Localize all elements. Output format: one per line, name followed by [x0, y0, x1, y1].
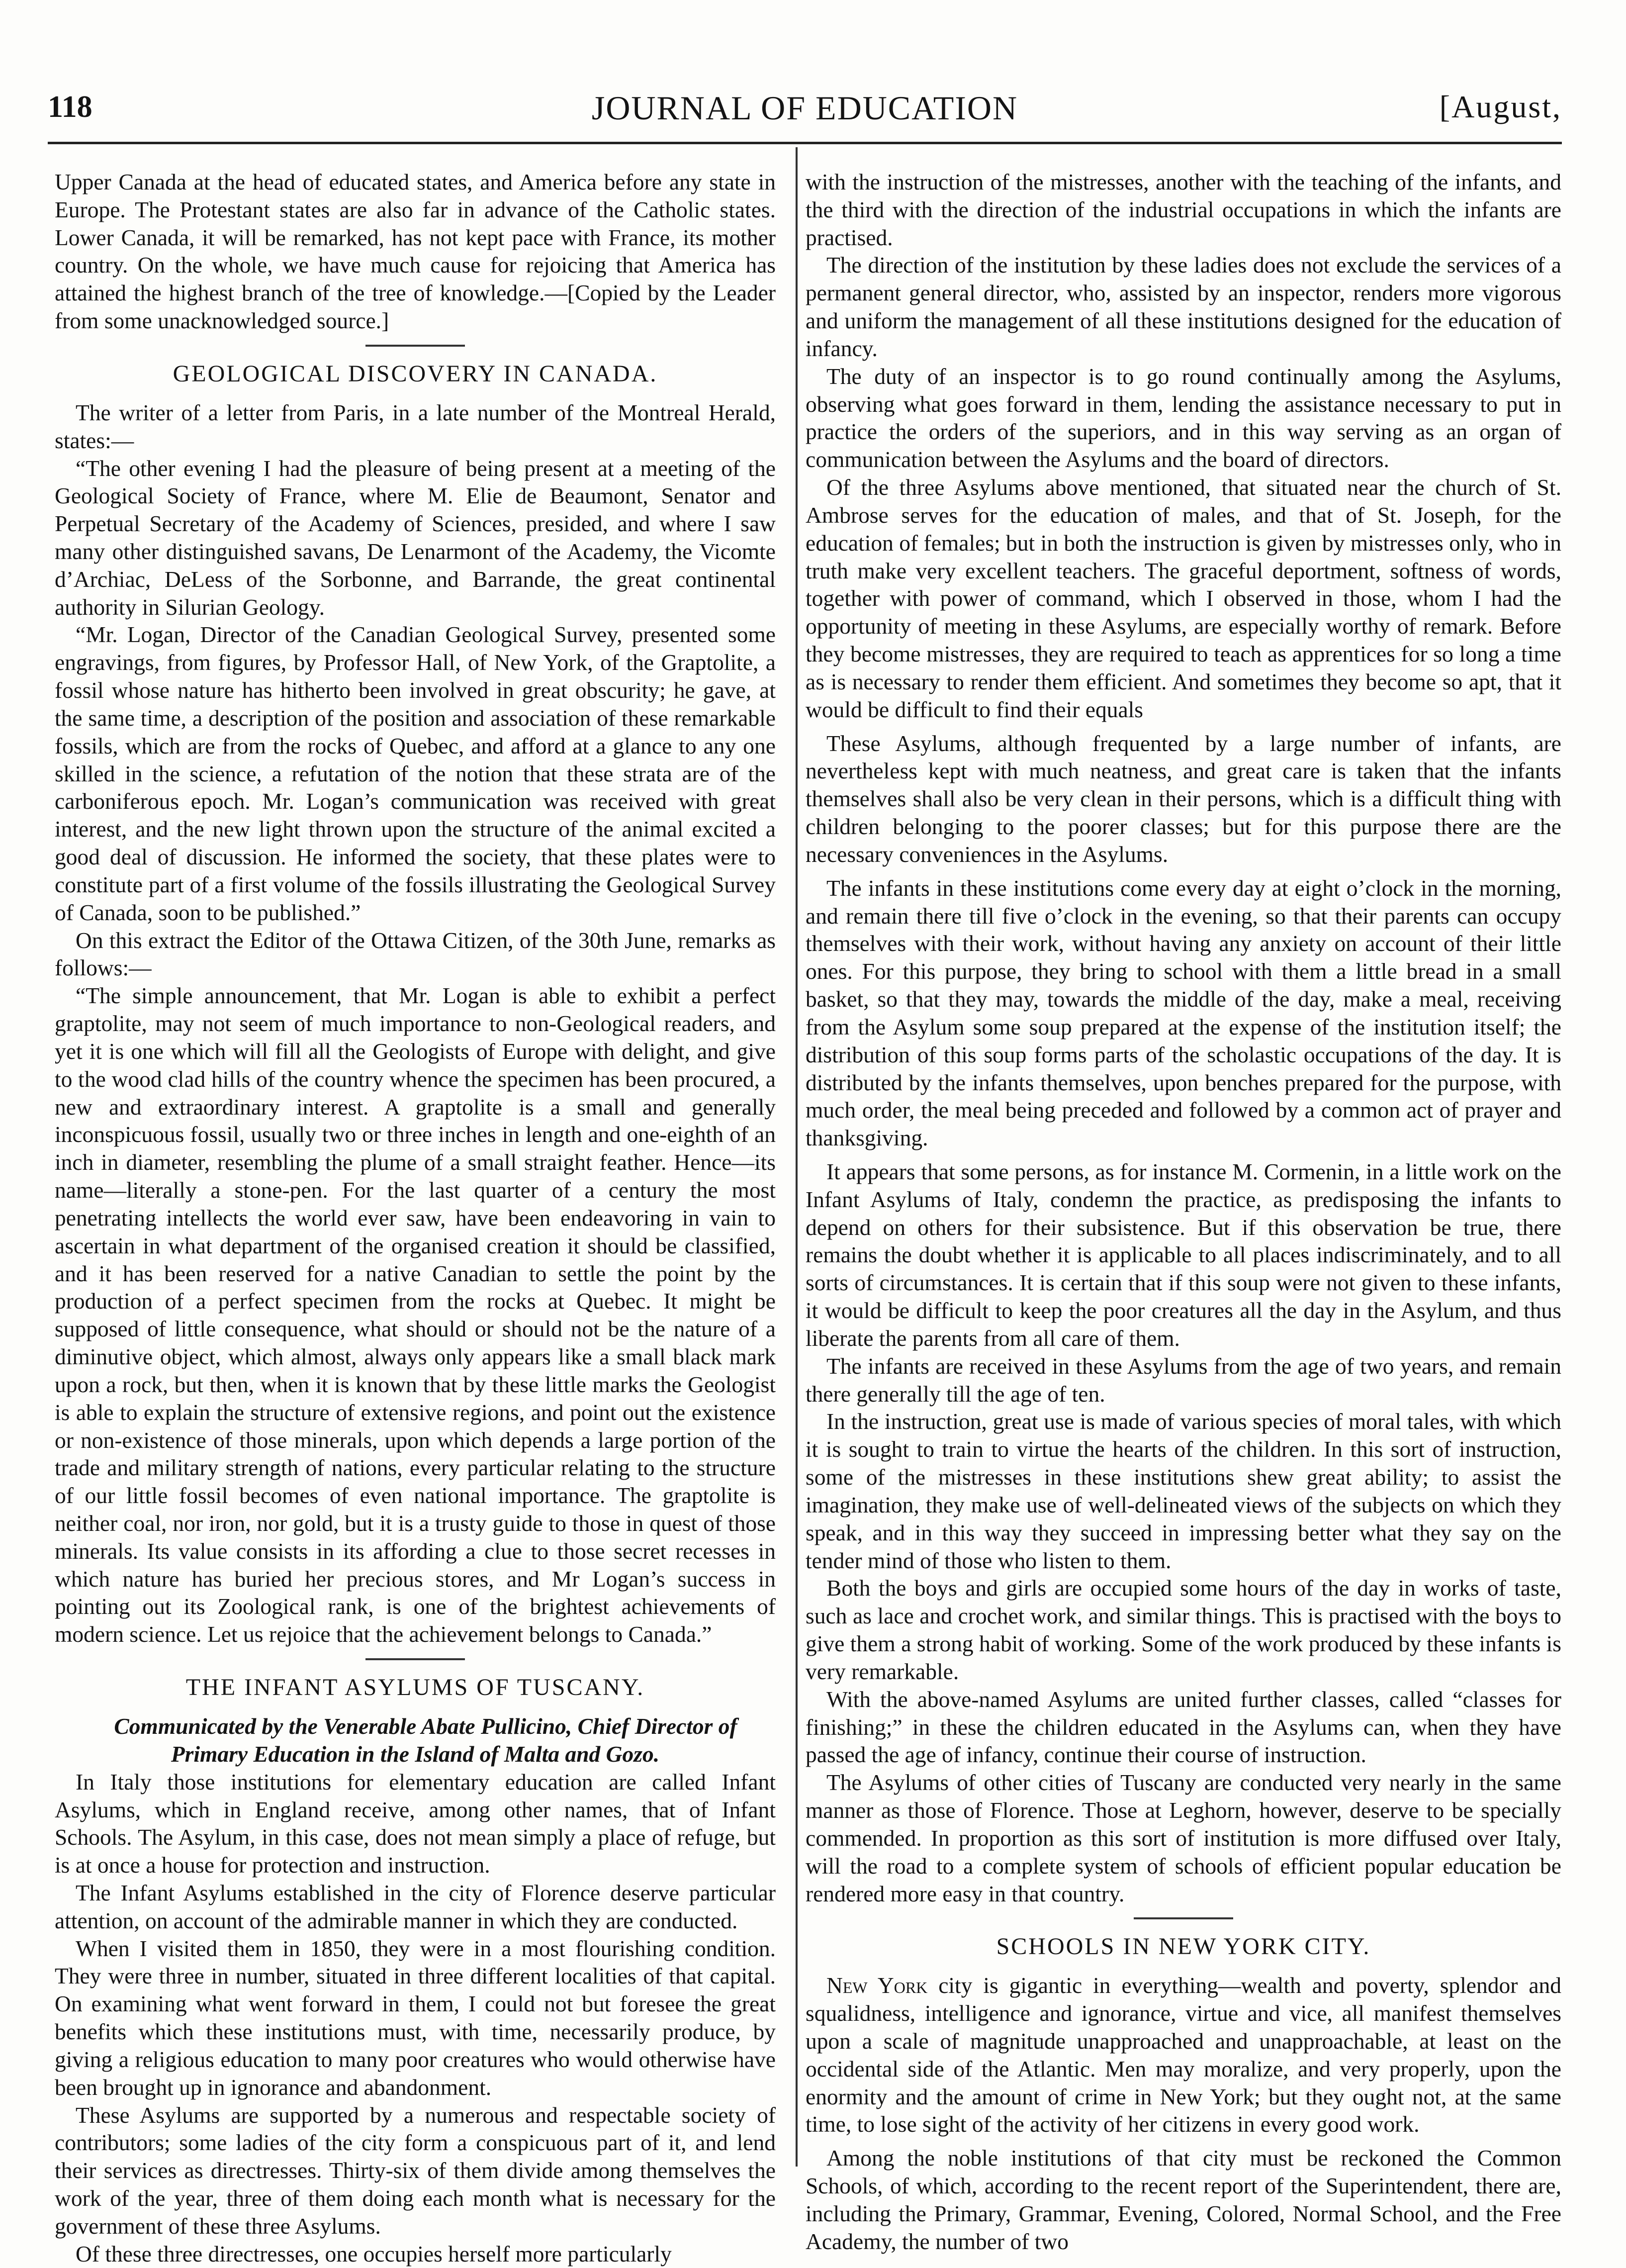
section-rule	[1134, 1917, 1233, 1919]
body-paragraph: These Asylums, although frequented by a large number of infants, are nevertheless kept with much neatness, and great care is taken that the infants themselves shall also be very clean in their persons, which is a difficult thing with children belonging to the poorer classes; but for this purpose there are the necessary conveniences in the Asylums.	[806, 730, 1561, 867]
body-paragraph: The Infant Asylums established in the city of Florence deserve particular attention, on account of the admirable manner in which they are conducted.	[55, 1880, 776, 1933]
section-title-schools: SCHOOLS IN NEW YORK CITY.	[996, 1933, 1371, 1960]
body-paragraph: The Asylums of other cities of Tuscany are conducted very nearly in the same manner as those of Florence. Those at Leghorn, however, deserve to be specially commended. In proportion as this sort of institution is more diffused over Italy, will the road to a complete system of schools of efficient popular education be rendered more easy in that country.	[806, 1770, 1561, 1906]
section-title-geological: GEOLOGICAL DISCOVERY IN CANADA.	[173, 360, 658, 387]
body-paragraph: The infants are received in these Asylums from the age of two years, and remain there generally till the age of ten.	[806, 1353, 1561, 1407]
paragraph-text: city is gigantic in everything—wealth and poverty, splendor and squalidness, intelligence and ignorance, virtue and vice, all manifest themselves upon a scale of magnitude unapproached and unapproachable, at least on the occidental side of the Atlantic. Men may moralize, and very properly, upon the enormity and the amount of crime in New York; but they ought not, at the same time, to lose sight of the activity of her citizens in every good work.	[806, 1973, 1562, 2137]
body-paragraph	[806, 1972, 1561, 2138]
column-divider	[796, 147, 798, 2167]
body-paragraph: “The simple announcement, that Mr. Logan is able to exhibit a perfect graptolite, may not seem of much importance to non-Geological readers, and yet it is one which will fill all the Geologists of Europe with delight, and give to the wood clad hills of the country whence the specimen has been procured, a new and extraordinary interest. A graptolite is a small and generally inconspicuous fossil, usually two or three inches in length and one-eighth of an inch in diameter, resembling the plume of a small straight feather. Hence—its name—literally a stone-pen. For the last quarter of a century the most penetrating intellects the world ever saw, have been endeavoring in vain to ascertain in what department of the organised creation it should be classified, and it has been reserved for a native Canadian to settle the point by the production of a perfect specimen from the rocks at Quebec. It might be supposed of little consequence, what should or should not be the nature of a diminutive object, which almost, always only appears like a small black mark upon a rock, but then, when it is known that by these little marks the Geologist is able to explain the structure of extensive regions, and point out the existence or non-existence of those minerals, upon which depends a large portion of the trade and military strength of nations, every particular relating to the structure of our little fossil becomes of even national importance. The graptolite is neither coal, nor iron, nor gold, but it is a trusty guide to those in quest of those minerals. Its value consists in its affording a clue to those secret recesses in which nature has buried her precious stores, and Mr Logan’s success in pointing out its Zoological rank, is one of the brightest achievements of modern science. Let us rejoice that the achievement belongs to Canada.”	[55, 983, 776, 1647]
lead-in-words: New York	[826, 1973, 928, 1998]
section-rule	[365, 1658, 465, 1660]
body-paragraph: Both the boys and girls are occupied some hours of the day in works of taste, such as lace and crochet work, and similar things. This is practised with the boys to give them a strong habit of working. Some of the work produced by these infants is very remarkable.	[806, 1575, 1561, 1684]
body-paragraph: The writer of a letter from Paris, in a late number of the Montreal Herald, states:—	[55, 399, 776, 453]
right-column	[806, 168, 1561, 2256]
header-rule	[48, 142, 1562, 144]
body-paragraph: In the instruction, great use is made of various species of moral tales, with which it is sought to train to virtue the hearts of the children. In this sort of instruction, some of the mistresses in these institutions shew great ability; to assist the imagination, they make use of well-delineated views of the subjects on which they speak, and in this way they succeed in impressing better what they say on the tender mind of those who listen to them.	[806, 1409, 1561, 1573]
left-column	[55, 168, 776, 2268]
body-paragraph: “The other evening I had the pleasure of being present at a meeting of the Geological Society of France, where M. Elie de Beaumont, Senator and Perpetual Secretary of the Academy of Sciences, presided, and where I saw many other distinguished savans, De Lenarmont of the Academy, the Vicomte d’Archiac, DeLess of the Sorbonne, and Barrande, the great continental authority in Silurian Geology.	[55, 455, 776, 620]
journal-title: JOURNAL OF EDUCATION	[591, 89, 1018, 127]
page-number: 118	[48, 90, 92, 124]
section-rule	[365, 345, 465, 347]
body-paragraph: The direction of the institution by these ladies does not exclude the services of a permanent general director, who, assisted by an inspector, renders more vigorous and uniform the management of all these institutions designed for the education of infancy.	[806, 252, 1561, 361]
page-header	[48, 75, 1562, 129]
body-paragraph: Of these three directresses, one occupies herself more particularly	[76, 2241, 672, 2267]
body-paragraph: With the above-named Asylums are united further classes, called “classes for finishing;” in these the children educated in the Asylums can, when they have passed the age of infancy, continue their course of instruction.	[806, 1686, 1561, 1768]
body-paragraph: It appears that some persons, as for instance M. Cormenin, in a little work on the Infant Asylums of Italy, condemn the practice, as predisposing the infants to depend on others for their subsistence. But if this observation be true, there remains the doubt whether it is applicable to all places indiscriminately, and to all sorts of circumstances. It is certain that if this soup were not given to these infants, it would be difficult to keep the poor creatures all the day in the Asylum, and thus liberate the parents from all care of them.	[806, 1158, 1561, 1351]
body-paragraph: When I visited them in 1850, they were in a most flourishing condition. They were three in number, situated in three different localities of that capital. On examining what went forward in them, I could not but foresee the great benefits which these institutions must, with time, necessarily produce, by giving a religious education to many poor creatures who would otherwise have been brought up in ignorance and abandonment.	[55, 1935, 776, 2100]
body-paragraph: The duty of an inspector is to go round continually among the Asylums, observing what goes forward in them, lending the assistance necessary to put in practice the orders of the superiors, and in this way serving as an organ of communication between the Asylums and the board of directors.	[806, 363, 1561, 472]
body-paragraph: The infants in these institutions come every day at eight o’clock in the morning, and remain there till five o’clock in the evening, so that their parents can occupy themselves with their work, without having any anxiety on account of their little ones. For this purpose, they bring to school with them a little bread in a small basket, so that they may, towards the middle of the day, make a meal, receiving from the Asylum some soup prepared at the expense of the institution itself; the distribution of this soup forms parts of the scholastic occupations of the day. It is distributed by the infants themselves, upon benches prepared for the purpose, with much order, the meal being preceded and followed by a common act of prayer and thanksgiving.	[806, 875, 1561, 1151]
article-byline: Communicated by the Venerable Abate Pullicino, Chief Director of Primary Education in the Island of Malta and Gozo.	[114, 1713, 737, 1767]
body-paragraph: On this extract the Editor of the Ottawa Citizen, of the 30th June, remarks as follows:—	[55, 927, 776, 981]
body-paragraph: Of the three Asylums above mentioned, that situated near the church of St. Ambrose serves for the education of males, and that of St. Joseph, for the education of females; but in both the instruction is given by mistresses only, who in truth make very excellent teachers. The graceful deportment, softness of words, together with power of command, which I observed in those, whom I had the opportunity of meeting in these Asylums, are especially worthy of remark. Before they become mistresses, they are required to teach as apprentices for so long a time as is necessary to render them efficient. And sometimes they become so apt, that it would be difficult to find their equals	[806, 474, 1561, 722]
issue-month: [August,	[1439, 89, 1562, 124]
body-paragraph: These Asylums are supported by a numerous and respectable society of contributors; some ladies of the city form a conspicuous part of it, and lend their services as directresses. Thirty-six of them divide among themselves the work of the year, three of them doing each month what is necessary for the government of these three Asylums.	[55, 2102, 776, 2239]
section-title-infant-asylums: THE INFANT ASYLUMS OF TUSCANY.	[185, 1674, 645, 1701]
intro-paragraph: Upper Canada at the head of educated states, and America before any state in Europe. The Protestant states are also far in advance of the Catholic states. Lower Canada, it will be remarked, has not kept pace with France, its mother country. On the whole, we have much cause for rejoicing that America has attained the highest branch of the tree of knowledge.—[Copied by the Leader from some unacknowledged source.]	[55, 169, 776, 334]
body-paragraph: Among the noble institutions of that city must be reckoned the Common Schools, of which, according to the recent report of the Superintendent, there are, including the Primary, Grammar, Evening, Colored, Normal School, and the Free Academy, the number of two	[806, 2145, 1561, 2254]
body-paragraph: “Mr. Logan, Director of the Canadian Geological Survey, presented some engravings, from figures, by Professor Hall, of New York, of the Graptolite, a fossil whose nature has hitherto been involved in great obscurity; he gave, at the same time, a description of the position and association of these remarkable fossils, which are from the rocks of Quebec, and afford at a glance to any one skilled in the science, a refutation of the notion that these strata are of the carboniferous epoch. Mr. Logan’s communication was received with great interest, and the new light thrown upon the structure of the animal excited a good deal of discussion. He informed the society, that these plates were to constitute part of a first volume of the fossils illustrating the Geological Survey of Canada, soon to be published.”	[55, 622, 776, 925]
body-paragraph: with the instruction of the mistresses, another with the teaching of the infants, and the third with the direction of the industrial occupations in which the infants are practised.	[806, 169, 1561, 250]
body-paragraph: In Italy those institutions for elementary education are called Infant Asylums, which in England receive, among other names, that of Infant Schools. The Asylum, in this case, does not mean simply a place of refuge, but is at once a house for protection and instruction.	[55, 1769, 776, 1878]
